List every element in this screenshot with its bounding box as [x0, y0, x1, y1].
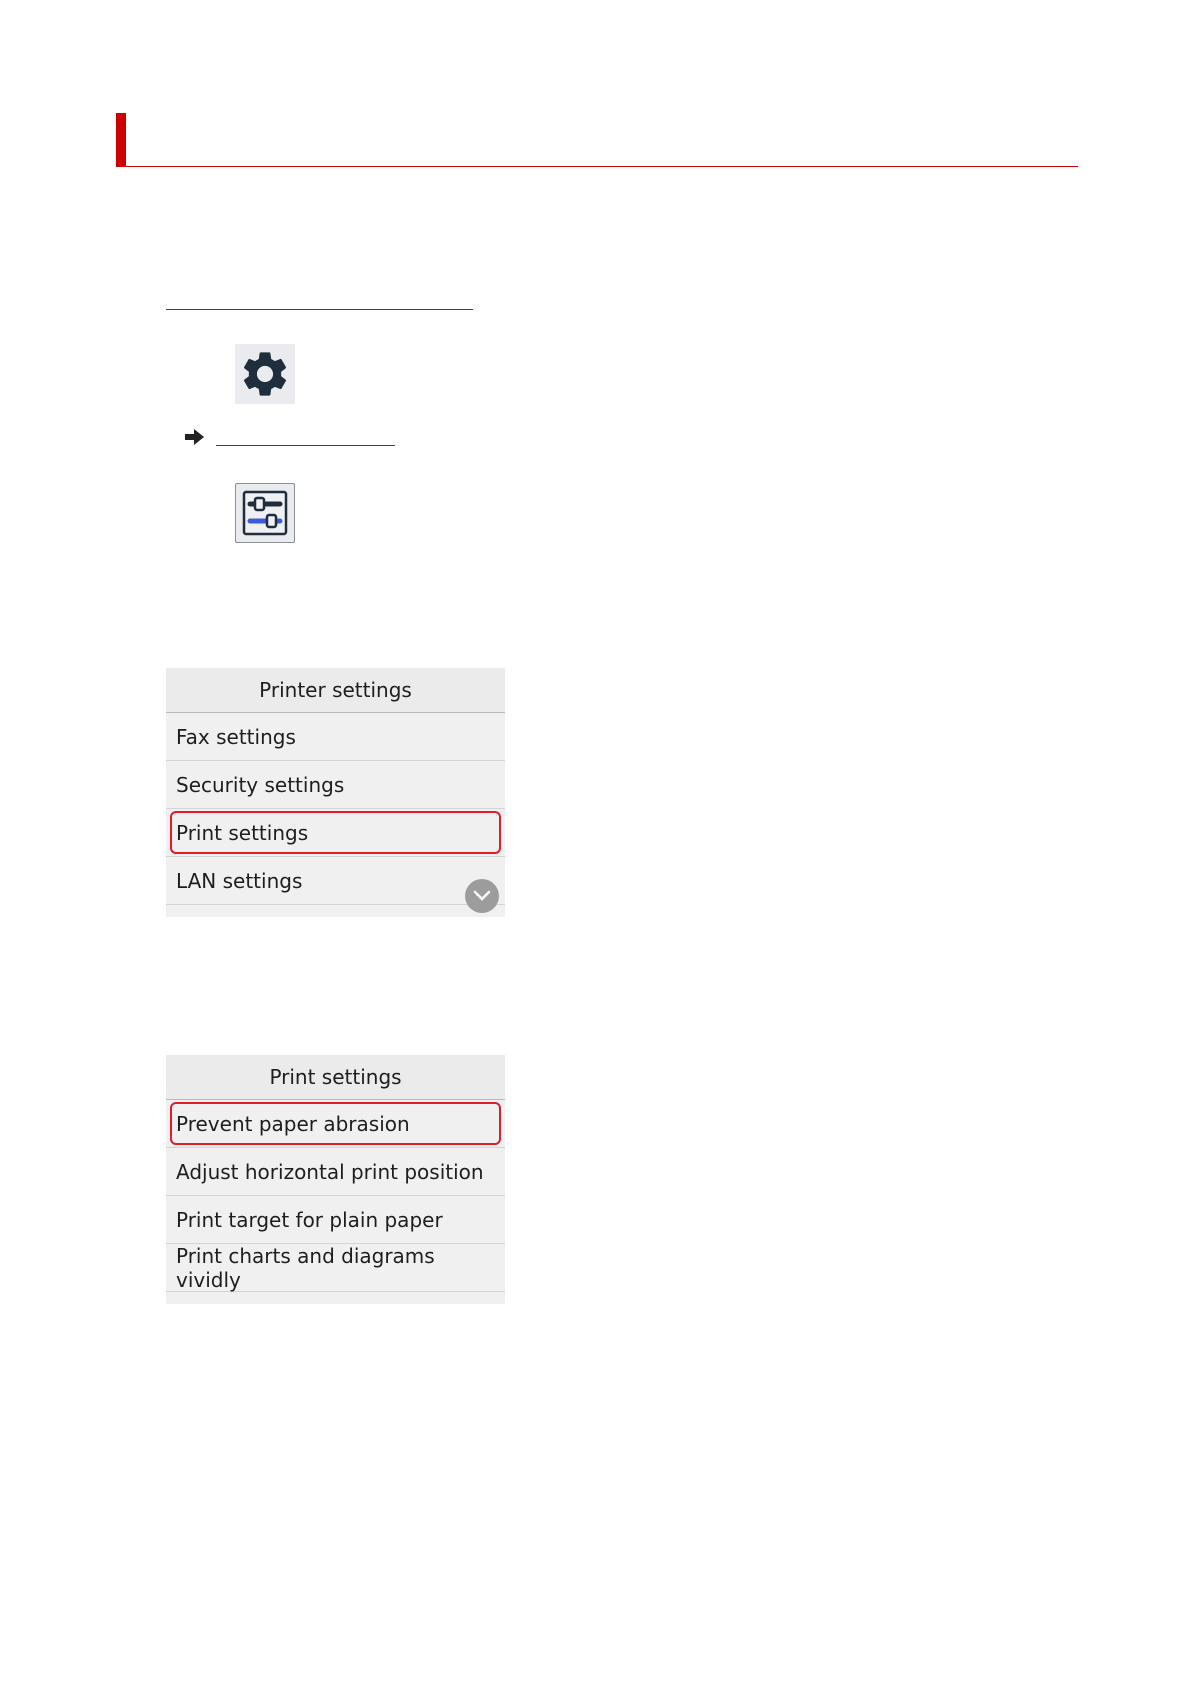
scroll-down-button[interactable] [465, 879, 499, 913]
sliders-icon [242, 490, 288, 536]
screen-title: Printer settings [166, 668, 505, 713]
menu-item-print-target-plain-paper[interactable]: Print target for plain paper [166, 1196, 505, 1244]
home-screen-link[interactable] [166, 309, 473, 310]
menu-item-security-settings[interactable]: Security settings [166, 761, 505, 809]
screen-title: Print settings [166, 1055, 505, 1100]
menu-item-adjust-horizontal-print-position[interactable]: Adjust horizontal print position [166, 1148, 505, 1196]
menu-item-print-settings[interactable]: Print settings [166, 809, 505, 857]
menu-item-prevent-paper-abrasion[interactable]: Prevent paper abrasion [166, 1100, 505, 1148]
page-heading-bar [116, 113, 1078, 167]
settings-icon-box [235, 483, 295, 543]
menu-item-print-charts-vividly[interactable]: Print charts and diagrams vividly [166, 1244, 505, 1292]
arrow-right-icon [185, 428, 205, 446]
setup-icon-box [235, 344, 295, 404]
printer-settings-screen [166, 668, 505, 917]
menu-item-lan-settings[interactable]: LAN settings [166, 857, 505, 905]
setup-menu-link[interactable] [216, 445, 395, 446]
menu-item-fax-settings[interactable]: Fax settings [166, 713, 505, 761]
gear-icon [238, 347, 292, 401]
chevron-down-icon [473, 890, 491, 902]
print-settings-screen [166, 1055, 505, 1304]
